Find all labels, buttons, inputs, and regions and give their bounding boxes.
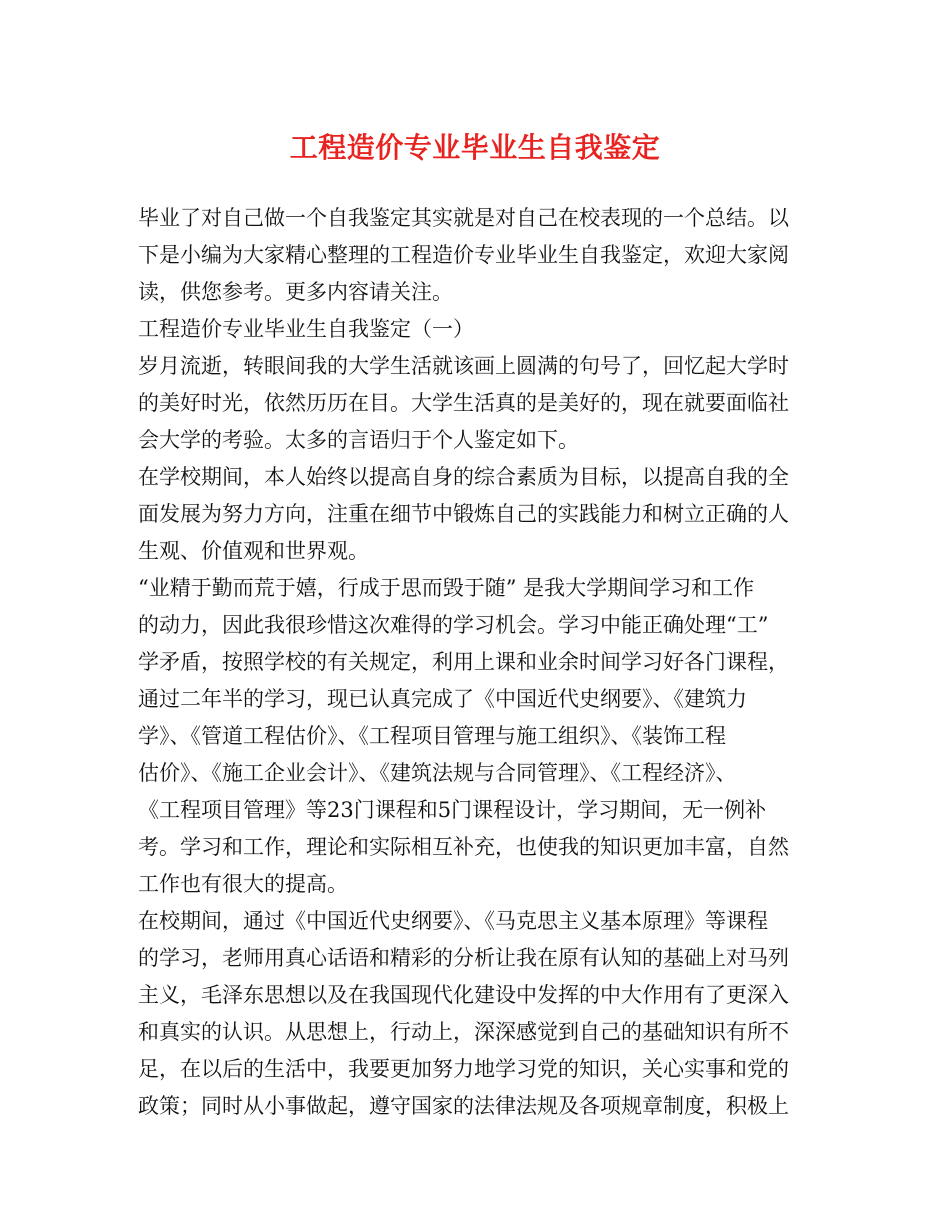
document-title: 工程造价专业毕业生自我鉴定 — [289, 131, 661, 164]
body-line: 政策；同时从小事做起，遵守国家的法律法规及各项规章制度，积极上 — [138, 1094, 789, 1118]
body-line: 学》、《管道工程估价》、《工程项目管理与施工组织》、《装饰工程 — [138, 724, 726, 748]
body-line: 通过二年半的学习，现已认真完成了《中国近代史纲要》、《建筑力 — [138, 687, 747, 711]
body-line: 读，供您参考。更多内容请关注。 — [138, 280, 453, 304]
body-line: 下是小编为大家精心整理的工程造价专业毕业生自我鉴定，欢迎大家阅 — [138, 243, 789, 267]
body-line: 学矛盾，按照学校的有关规定，利用上课和业余时间学习好各门课程， — [138, 650, 789, 674]
body-line: 会大学的考验。太多的言语归于个人鉴定如下。 — [138, 428, 579, 452]
body-line: 足，在以后的生活中，我要更加努力地学习党的知识，关心实事和党的 — [138, 1057, 789, 1081]
body-line: 考。学习和工作，理论和实际相互补充，也使我的知识更加丰富，自然 — [138, 835, 789, 859]
body-line: 在学校期间，本人始终以提高自身的综合素质为目标，以提高自我的全 — [138, 465, 789, 489]
body-line: 工作也有很大的提高。 — [138, 872, 348, 896]
body-line: 《工程项目管理》等23门课程和5门课程设计，学习期间，无一例补 — [138, 798, 767, 822]
body-line: 和真实的认识。从思想上，行动上，深深感觉到自己的基础知识有所不 — [138, 1020, 789, 1044]
body-line: 生观、价值观和世界观。 — [138, 539, 369, 563]
body-line: 的美好时光，依然历历在目。大学生活真的是美好的，现在就要面临社 — [138, 391, 789, 415]
body-line: 主义，毛泽东思想以及在我国现代化建设中发挥的中大作用有了更深入 — [138, 983, 789, 1007]
body-line: 面发展为努力方向，注重在细节中锻炼自己的实践能力和树立正确的人 — [138, 502, 789, 526]
body-line: 估价》、《施工企业会计》、《建筑法规与合同管理》、《工程经济》、 — [138, 761, 737, 785]
body-line: “业精于勤而荒于嬉，行成于思而毁于随” 是我大学期间学习和工作 — [138, 576, 755, 600]
body-line: 的学习，老师用真心话语和精彩的分析让我在原有认知的基础上对马列 — [138, 946, 789, 970]
body-line: 在校期间，通过《中国近代史纲要》、《马克思主义基本原理》等课程 — [138, 909, 768, 933]
body-line: 毕业了对自己做一个自我鉴定其实就是对自己在校表现的一个总结。以 — [138, 206, 789, 230]
body-line: 的动力，因此我很珍惜这次难得的学习机会。学习中能正确处理“工” — [138, 613, 769, 637]
body-line: 岁月流逝，转眼间我的大学生活就该画上圆满的句号了，回忆起大学时 — [138, 354, 789, 378]
section-heading: 工程造价专业毕业生自我鉴定（一） — [138, 317, 474, 341]
